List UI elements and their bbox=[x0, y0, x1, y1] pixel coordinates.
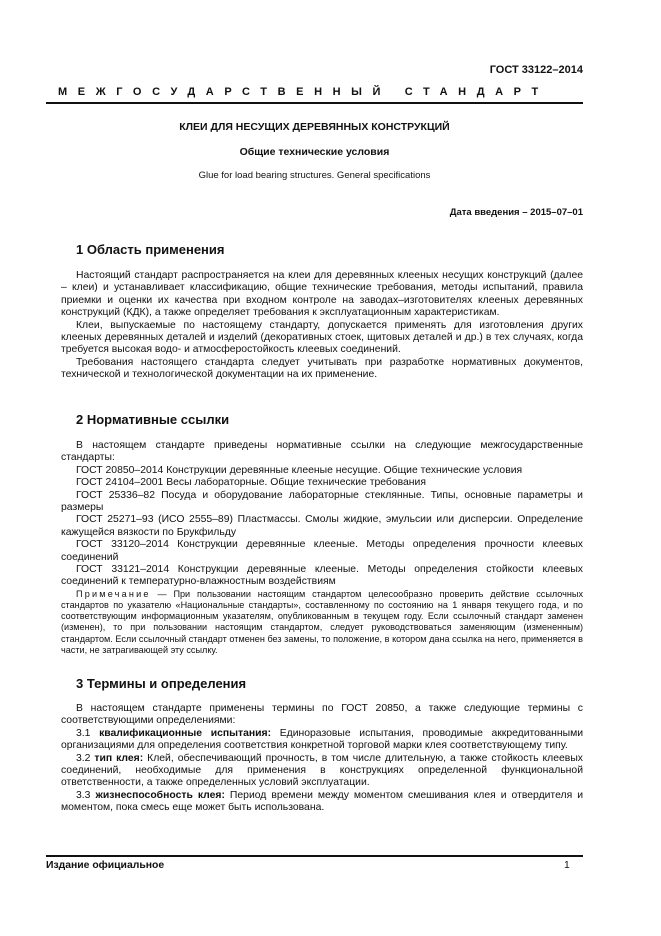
term-number: 3.1 bbox=[76, 727, 91, 739]
page-number: 1 bbox=[564, 860, 570, 871]
introduction-date-value: 2015–07–01 bbox=[530, 207, 583, 218]
term-text: Период времени между моментом смешивания клея и отвердителя и моментом, пока смесь еще может быть использована. bbox=[61, 789, 583, 814]
section-1-paragraph: Клеи, выпускаемые по настоящему стандарту, допускается применять для изготовления других клееных деревянных деталей и изделий (декоративных стоек, щитовых деталей и др.) в тех случаях, когда требуется высокая водо- и атмосферостойкость клеевых соединений. bbox=[61, 319, 583, 356]
document-subtitle: Общие технические условия bbox=[239, 146, 390, 158]
introduction-date-label: Дата введения bbox=[449, 207, 520, 218]
normative-reference: ГОСТ 25336–82 Посуда и оборудование лабораторные стеклянные. Типы, основные параметры и размеры bbox=[61, 489, 583, 514]
note-label: Примечание bbox=[76, 588, 151, 599]
note-text: — При пользовании настоящим стандартом целесообразно проверить действие ссылочных стандартов по указателю «Национальные стандарты», составленному по состоянию на 1 января текущего года, и по соответствующим информационным указателям, опубликованным в текущем году. Если ссылочный стандарт заменен (изменен), то при пользовании настоящим стандартом, следует руководствоваться заменяющим (измененным) стандартом. Если ссылочный стандарт отменен без замены, то положение, в котором дана ссылка на него, применяется в части, не затрагивающей эту ссылку. bbox=[61, 588, 583, 655]
term-definition bbox=[61, 728, 583, 753]
footer-divider bbox=[46, 855, 583, 857]
term-text: Клей, обеспечивающий прочность, в том числе длительную, а также стойкость клеевых соединений, необходимые для применения в конструкциях определенной функциональной ответственности, а также определенных условий эксплуатации. bbox=[61, 752, 583, 789]
section-1-heading: 1 Область применения bbox=[76, 242, 225, 257]
section-1-body bbox=[61, 270, 583, 382]
term-number: 3.2 bbox=[76, 752, 91, 764]
interstate-standard-banner: МЕЖГОСУДАРСТВЕННЫЙ СТАНДАРТ bbox=[58, 86, 549, 98]
normative-reference: ГОСТ 33121–2014 Конструкции деревянные клееные. Методы определения стойкости клеевых соединений к температурно-влажностным воздействиям bbox=[61, 564, 583, 588]
section-1-paragraph: Настоящий стандарт распространяется на клеи для деревянных клееных несущих конструкций (далее – клеи) и устанавливает классификацию, общие технические требования, методы испытаний, правила приемки и оценки их качества при входном контроле на заводах–изготовителях клееных деревянных конструкций (КДК), а также определяет требования к эксплуатационным характеристикам. bbox=[61, 270, 583, 319]
section-2-note bbox=[61, 589, 583, 656]
document-code: ГОСТ 33122–2014 bbox=[489, 64, 583, 76]
term-name: тип клея: bbox=[94, 752, 144, 764]
section-2-intro: В настоящем стандарте приведены нормативные ссылки на следующие межгосударственные стандарты: bbox=[61, 440, 583, 464]
document-title-english: Glue for load bearing structures. General specifications bbox=[198, 170, 431, 181]
official-edition-label: Издание официальное bbox=[46, 860, 165, 871]
normative-reference: ГОСТ 24104–2001 Весы лабораторные. Общие технические требования bbox=[76, 477, 426, 489]
normative-reference: ГОСТ 33120–2014 Конструкции деревянные клееные. Методы определения прочности клеевых соединений bbox=[61, 539, 583, 563]
term-number: 3.3 bbox=[76, 789, 91, 801]
term-definition bbox=[61, 790, 583, 815]
header-divider bbox=[46, 102, 583, 104]
section-3-heading: 3 Термины и определения bbox=[76, 676, 247, 691]
term-definition bbox=[61, 753, 583, 790]
introduction-date: Дата введения – 2015–07–01 bbox=[449, 207, 583, 218]
section-3-body bbox=[61, 703, 583, 815]
document-title: КЛЕИ ДЛЯ НЕСУЩИХ ДЕРЕВЯННЫХ КОНСТРУКЦИЙ bbox=[179, 121, 450, 133]
section-1-paragraph: Требования настоящего стандарта следует учитывать при разработке нормативных документов, технической и технологической документации на их применение. bbox=[61, 356, 583, 381]
section-2-heading: 2 Нормативные ссылки bbox=[76, 412, 230, 427]
term-name: жизнеспособность клея: bbox=[95, 789, 225, 801]
normative-reference: ГОСТ 25271–93 (ИСО 2555–89) Пластмассы. Смолы жидкие, эмульсии или дисперсии. Определение кажущейся вязкости по Брукфильду bbox=[61, 514, 583, 538]
section-3-intro: В настоящем стандарте применены термины по ГОСТ 20850, а также следующие термины с соответствующими определениями: bbox=[61, 703, 583, 727]
term-text: Единоразовые испытания, проводимые аккредитованными организациями для определения соответствия конкретной торговой марки клея соответствующему типу. bbox=[61, 727, 584, 752]
section-2-body bbox=[61, 440, 583, 656]
term-name: квалификационные испытания: bbox=[99, 727, 272, 739]
normative-reference: ГОСТ 20850–2014 Конструкции деревянные клееные несущие. Общие технические условия bbox=[76, 464, 523, 476]
